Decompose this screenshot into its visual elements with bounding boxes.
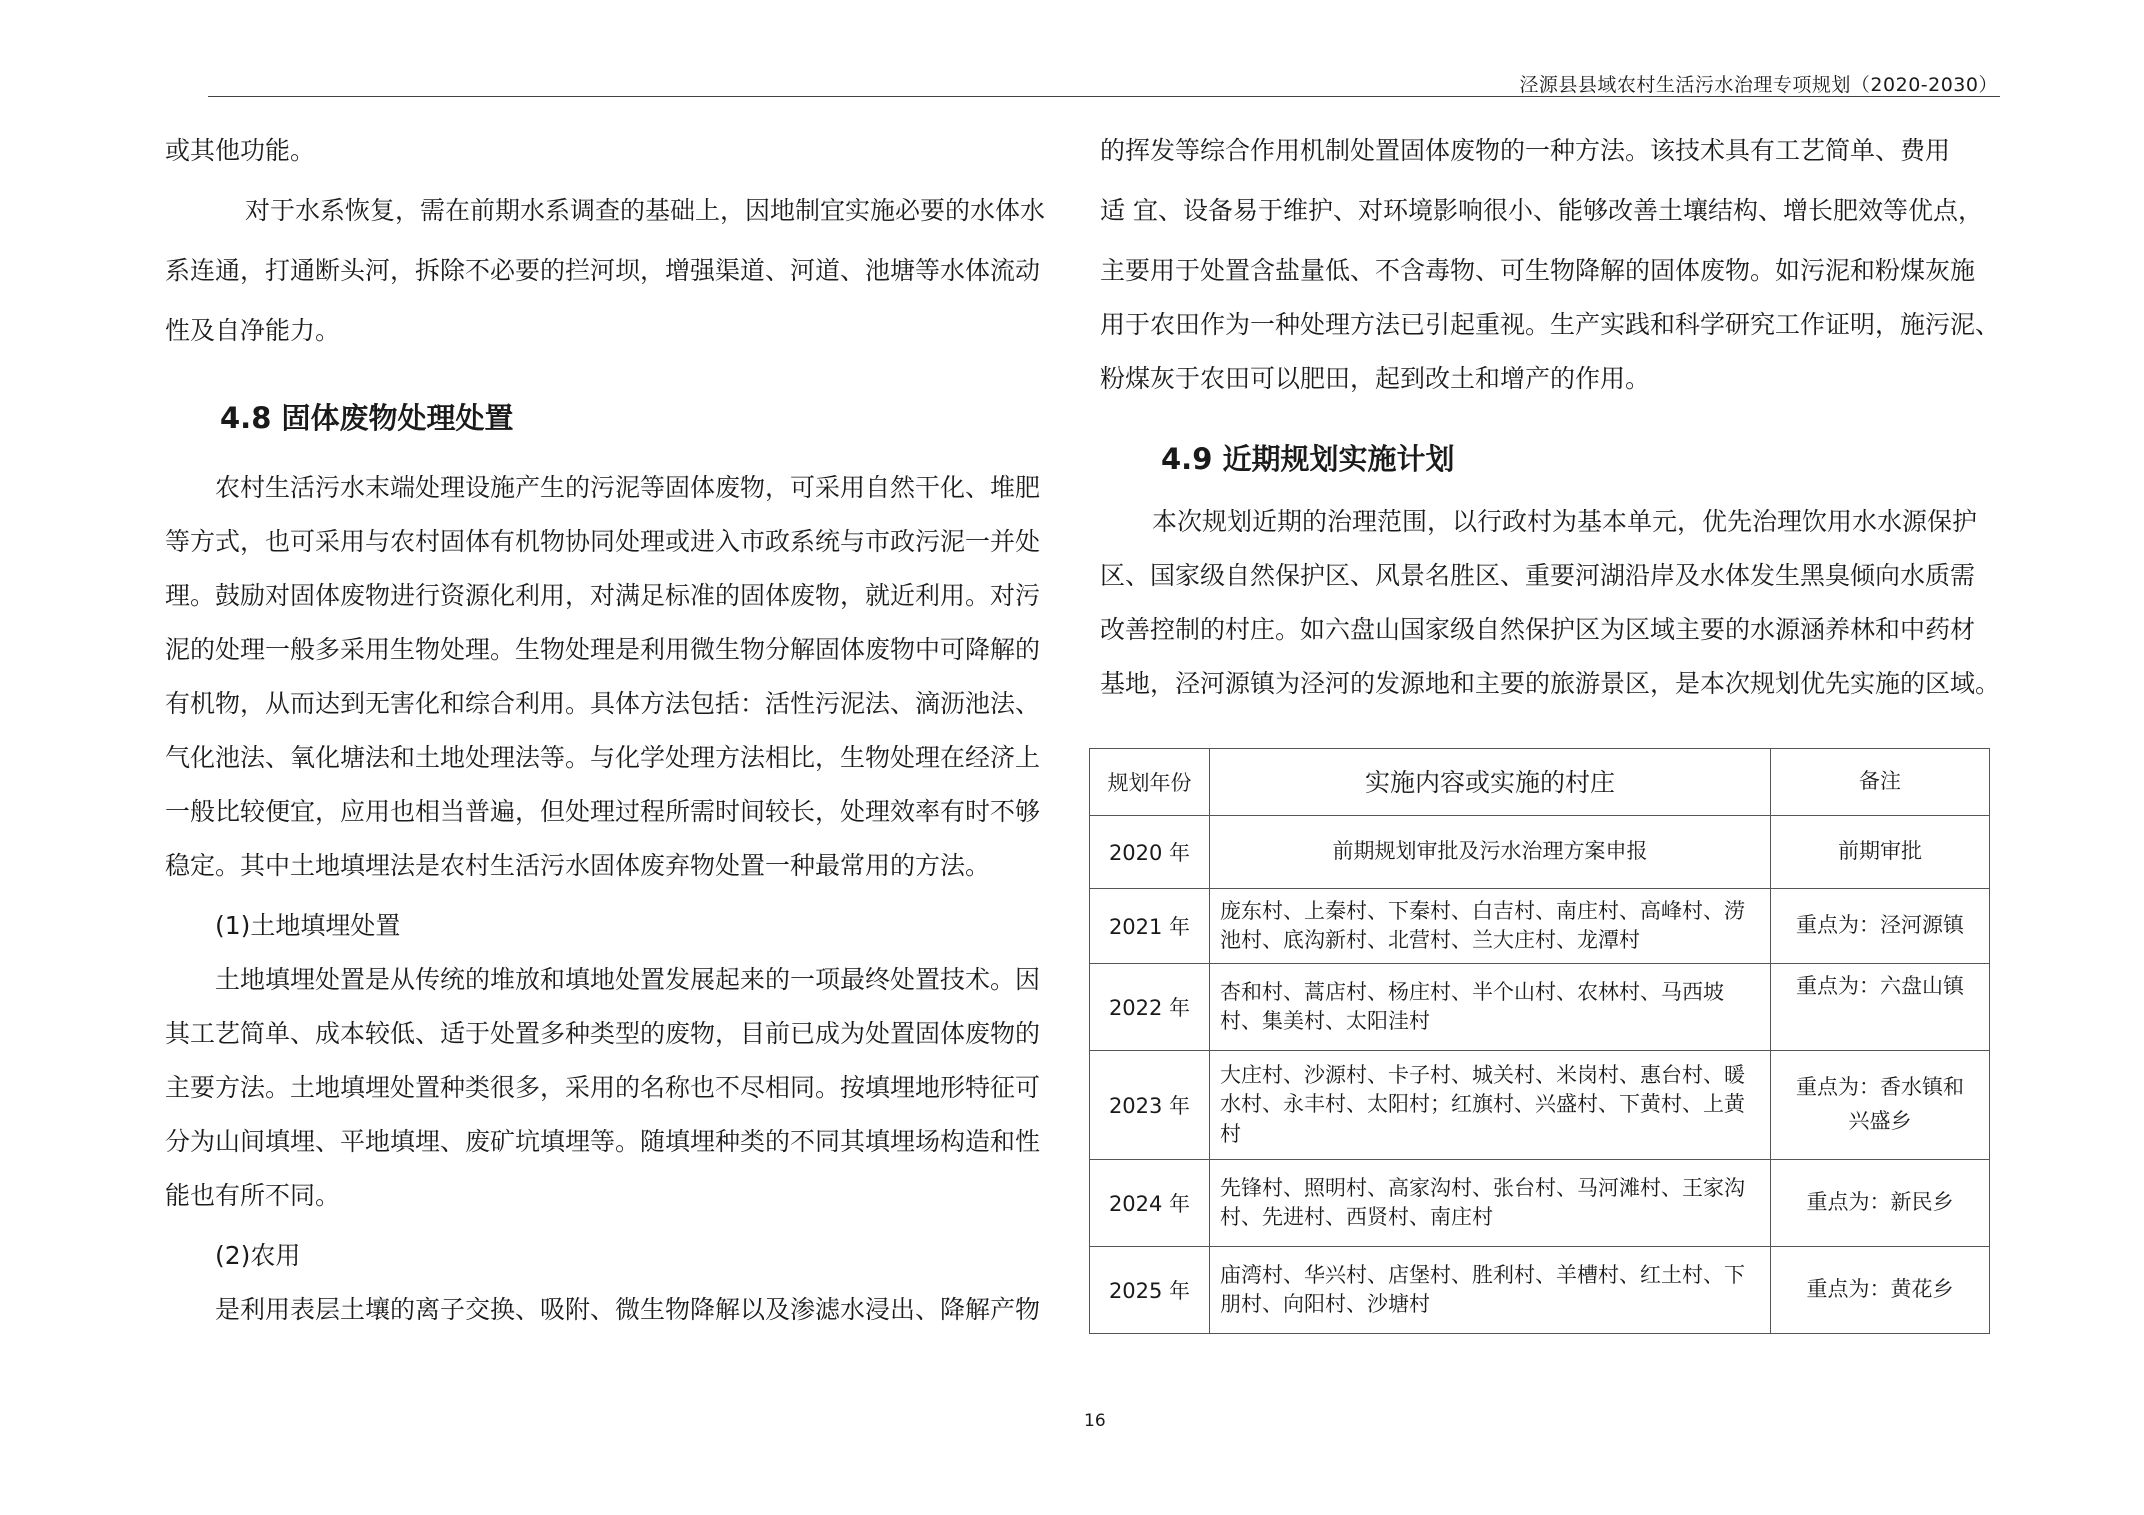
text-line: 的挥发等综合作用机制处置固体废物的一种方法。该技术具有工艺简单、费用 [1100, 136, 1951, 165]
row-content: 庞东村、上秦村、下秦村、白吉村、南庄村、高峰村、涝池村、底沟新村、北营村、兰大庄村、龙潭村 [1210, 889, 1771, 964]
row-note: 前期审批 [1771, 816, 1990, 889]
header-year: 规划年份 [1090, 749, 1210, 816]
table-row [1090, 1160, 1990, 1247]
subsection-title: (1)土地填埋处置 [215, 911, 401, 940]
table-row [1090, 1247, 1990, 1334]
table-row [1090, 889, 1990, 964]
text-line: 系连通，打通断头河，拆除不必要的拦河坝，增强渠道、河道、池塘等水体流动 [165, 256, 1041, 285]
row-content: 庙湾村、华兴村、店堡村、胜利村、羊槽村、红土村、下朋村、向阳村、沙塘村 [1210, 1247, 1771, 1334]
header-note: 备注 [1771, 749, 1990, 816]
text-line: 区、国家级自然保护区、风景名胜区、重要河湖沿岸及水体发生黑臭倾向水质需 [1100, 561, 1976, 590]
row-year: 2022 年 [1090, 964, 1210, 1051]
text-line: 气化池法、氧化塘法和土地处理法等。与化学处理方法相比，生物处理在经济上 [165, 743, 1041, 772]
text-line: 分为山间填埋、平地填埋、废矿坑填埋等。随填埋种类的不同其填埋场构造和性 [165, 1127, 1041, 1156]
table-row [1090, 816, 1990, 889]
left-column [165, 138, 1065, 1351]
plan-table [1089, 748, 1990, 1334]
row-content: 大庄村、沙源村、卡子村、城关村、米岗村、惠台村、暖水村、永丰村、太阳村；红旗村、兴盛村、下黄村、上黄村 [1210, 1051, 1771, 1160]
text-line: 基地，泾河源镇为泾河的发源地和主要的旅游景区，是本次规划优先实施的区域。 [1100, 669, 2001, 698]
text-line: 或其他功能。 [165, 136, 316, 165]
row-note: 重点为：新民乡 [1771, 1160, 1990, 1247]
header-content: 实施内容或实施的村庄 [1210, 749, 1771, 816]
row-note: 重点为：泾河源镇 [1771, 889, 1990, 964]
text-line: 改善控制的村庄。如六盘山国家级自然保护区为区域主要的水源涵养林和中药材 [1100, 615, 1976, 644]
text-line: 其工艺简单、成本较低、适于处置多种类型的废物，目前已成为处置固体废物的 [165, 1019, 1041, 1048]
section-heading-4-9: 4.9 近期规划实施计划 [1161, 442, 1455, 476]
table-row [1090, 1051, 1990, 1160]
page-number: 16 [1084, 1411, 1106, 1431]
row-year: 2024 年 [1090, 1160, 1210, 1247]
text-line: 主要方法。土地填埋处置种类很多，采用的名称也不尽相同。按填埋地形特征可 [165, 1073, 1041, 1102]
text-line: 粉煤灰于农田可以肥田，起到改土和增产的作用。 [1100, 364, 1651, 393]
section-heading-4-8: 4.8 固体废物处理处置 [220, 401, 514, 435]
text-line: 农村生活污水末端处理设施产生的污泥等固体废物，可采用自然干化、堆肥 [215, 473, 1041, 502]
table-row [1090, 964, 1990, 1051]
text-line: 等方式，也可采用与农村固体有机物协同处理或进入市政系统与市政污泥一并处 [165, 527, 1041, 556]
row-year: 2020 年 [1090, 816, 1210, 889]
text-line: 稳定。其中土地填埋法是农村生活污水固体废弃物处置一种最常用的方法。 [165, 851, 991, 880]
text-line: 土地填埋处置是从传统的堆放和填地处置发展起来的一项最终处置技术。因 [215, 965, 1041, 994]
table-header-row [1090, 749, 1990, 816]
row-content: 杏和村、蒿店村、杨庄村、半个山村、农林村、马西坡村、集美村、太阳洼村 [1210, 964, 1771, 1051]
row-year: 2023 年 [1090, 1051, 1210, 1160]
row-content: 前期规划审批及污水治理方案申报 [1210, 816, 1771, 889]
text-line: 泥的处理一般多采用生物处理。生物处理是利用微生物分解固体废物中可降解的 [165, 635, 1041, 664]
row-note: 重点为：香水镇和兴盛乡 [1771, 1051, 1990, 1160]
row-note: 重点为：黄花乡 [1771, 1247, 1990, 1334]
page-header [0, 0, 2144, 110]
document-title: 泾源县县域农村生活污水治理专项规划（2020-2030） [1519, 74, 1998, 96]
text-line: 是利用表层土壤的离子交换、吸附、微生物降解以及渗滤水浸出、降解产物 [215, 1295, 1041, 1324]
text-line: 对于水系恢复，需在前期水系调查的基础上，因地制宜实施必要的水体水 [245, 196, 1046, 225]
row-year: 2021 年 [1090, 889, 1210, 964]
row-note: 重点为：六盘山镇 [1771, 964, 1990, 1051]
text-line: 有机物，从而达到无害化和综合利用。具体方法包括：活性污泥法、滴沥池法、 [165, 689, 1041, 718]
right-column [1100, 136, 2001, 725]
text-line: 用于农田作为一种处理方法已引起重视。生产实践和科学研究工作证明，施污泥、 [1100, 310, 2001, 339]
row-year: 2025 年 [1090, 1247, 1210, 1334]
subsection-title: (2)农用 [215, 1241, 301, 1270]
text-line: 主要用于处置含盐量低、不含毒物、可生物降解的固体废物。如污泥和粉煤灰施 [1100, 256, 1976, 285]
text-line: 能也有所不同。 [165, 1181, 341, 1210]
text-line: 本次规划近期的治理范围，以行政村为基本单元，优先治理饮用水水源保护 [1152, 507, 1978, 536]
row-content: 先锋村、照明村、高家沟村、张台村、马河滩村、王家沟村、先进村、西贤村、南庄村 [1210, 1160, 1771, 1247]
text-line: 理。鼓励对固体废物进行资源化利用，对满足标准的固体废物，就近利用。对污 [165, 581, 1041, 610]
text-line: 一般比较便宜，应用也相当普遍，但处理过程所需时间较长，处理效率有时不够 [165, 797, 1041, 826]
text-line: 适 宜、设备易于维护、对环境影响很小、能够改善土壤结构、增长肥效等优点， [1100, 196, 1983, 225]
header-divider [208, 96, 2000, 97]
text-line: 性及自净能力。 [165, 316, 341, 345]
